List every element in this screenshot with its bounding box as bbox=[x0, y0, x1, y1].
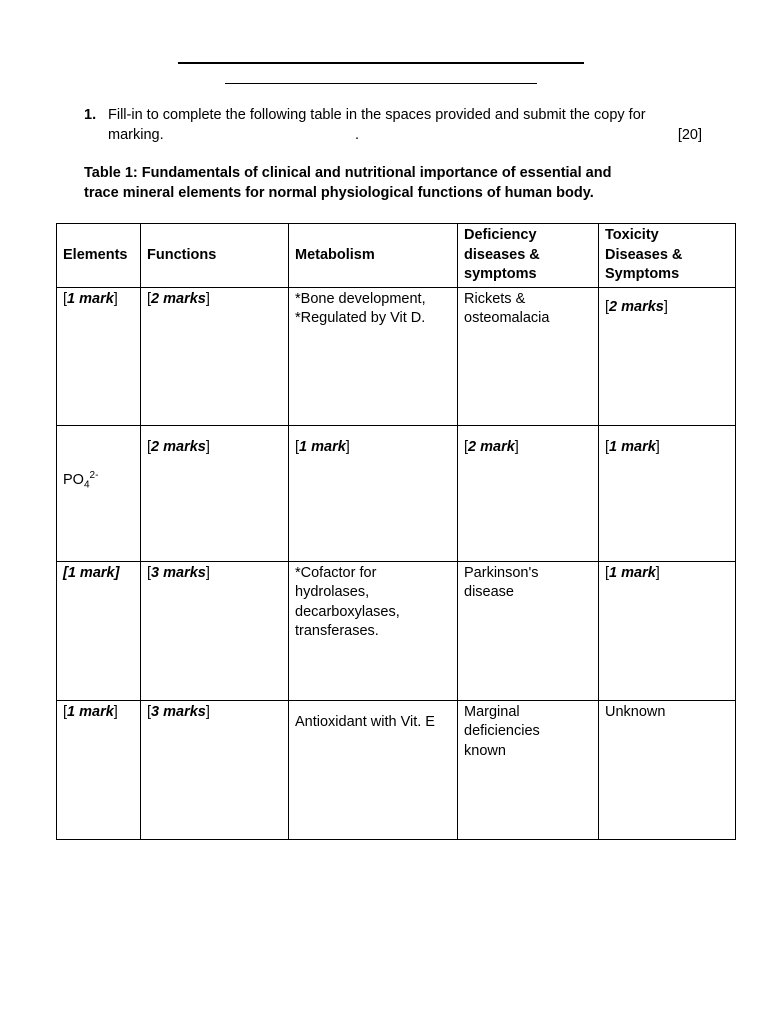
formula-subscript: 4 bbox=[83, 479, 90, 491]
cell-element: [1 mark] bbox=[57, 287, 141, 425]
question-dot: . bbox=[355, 127, 360, 143]
header-deficiency-line2: diseases & bbox=[464, 246, 540, 263]
minerals-table bbox=[56, 223, 736, 840]
header-toxicity-line1: Toxicity bbox=[605, 227, 659, 243]
element-formula bbox=[63, 466, 134, 495]
deficiency-line: deficiencies bbox=[464, 723, 540, 739]
cell-element bbox=[57, 561, 141, 700]
marks-label: 2 marks bbox=[609, 298, 664, 315]
answer-line-top bbox=[178, 62, 584, 64]
formula-superscript: 2- bbox=[89, 469, 99, 481]
table-caption bbox=[84, 163, 684, 203]
cell-deficiency: [2 mark] bbox=[458, 425, 599, 561]
cell-functions: [2 marks] bbox=[141, 287, 289, 425]
cell-deficiency bbox=[458, 287, 599, 425]
header-functions-label: Functions bbox=[147, 246, 217, 263]
question-text-line2: marking. bbox=[108, 127, 164, 143]
cell-toxicity: [1 mark] bbox=[599, 425, 736, 561]
table-caption-line1: Table 1: Fundamentals of clinical and nutritional importance of essential and bbox=[84, 165, 612, 181]
table-caption-line2: trace mineral elements for normal physiological functions of human body. bbox=[84, 185, 594, 201]
header-elements bbox=[57, 224, 141, 288]
table-row bbox=[57, 425, 736, 561]
metabolism-line: *Regulated by Vit D. bbox=[295, 310, 426, 326]
cell-functions: [3 marks] bbox=[141, 561, 289, 700]
marks-label: 1 mark bbox=[609, 564, 656, 581]
header-toxicity-line2: Diseases & bbox=[605, 246, 683, 263]
marks-label: 1 mark bbox=[299, 438, 346, 455]
question-text-line1: Fill-in to complete the following table in the spaces provided and submit the copy for bbox=[108, 107, 646, 123]
deficiency-line: known bbox=[464, 742, 506, 759]
metabolism-line: *Bone development, bbox=[295, 290, 426, 307]
deficiency-line: Rickets & bbox=[464, 290, 526, 307]
question-number: 1. bbox=[84, 107, 97, 123]
cell-deficiency bbox=[458, 561, 599, 700]
formula-base: PO bbox=[63, 471, 84, 488]
table-row bbox=[57, 700, 736, 839]
cell-toxicity: [1 mark] bbox=[599, 561, 736, 700]
cell-metabolism bbox=[289, 561, 458, 700]
cell-deficiency bbox=[458, 700, 599, 839]
question-total-marks: [20] bbox=[677, 127, 702, 143]
metabolism-line: Antioxidant with Vit. E bbox=[295, 713, 435, 730]
cell-metabolism bbox=[289, 700, 458, 839]
deficiency-line: disease bbox=[464, 584, 514, 600]
toxicity-text: Unknown bbox=[605, 703, 666, 720]
deficiency-line: osteomalacia bbox=[464, 310, 550, 326]
marks-label: 3 marks bbox=[151, 703, 206, 720]
header-functions bbox=[141, 224, 289, 288]
header-metabolism-label: Metabolism bbox=[295, 246, 375, 263]
cell-element: [1 mark] bbox=[57, 700, 141, 839]
cell-functions: [2 marks] bbox=[141, 425, 289, 561]
deficiency-line: Marginal bbox=[464, 703, 520, 720]
deficiency-line: Parkinson's bbox=[464, 564, 539, 581]
marks-label: 3 marks bbox=[151, 564, 206, 581]
header-elements-label: Elements bbox=[63, 246, 128, 263]
header-toxicity bbox=[599, 224, 736, 288]
metabolism-line: hydrolases, bbox=[295, 584, 370, 600]
table-row bbox=[57, 561, 736, 700]
header-metabolism bbox=[289, 224, 458, 288]
metabolism-line: *Cofactor for bbox=[295, 564, 377, 581]
cell-element bbox=[57, 425, 141, 561]
cell-toxicity bbox=[599, 700, 736, 839]
cell-metabolism: [1 mark] bbox=[289, 425, 458, 561]
marks-label: 1 mark bbox=[609, 438, 656, 455]
metabolism-line: decarboxylases, bbox=[295, 603, 400, 620]
table-row bbox=[57, 287, 736, 425]
header-deficiency bbox=[458, 224, 599, 288]
marks-label: 2 marks bbox=[151, 438, 206, 455]
metabolism-line: transferases. bbox=[295, 623, 379, 639]
header-toxicity-line3: Symptoms bbox=[605, 266, 680, 282]
marks-label: 2 mark bbox=[468, 438, 515, 455]
answer-line-bottom bbox=[225, 83, 537, 84]
marks-label: 2 marks bbox=[151, 290, 206, 307]
marks-label: 1 mark bbox=[67, 703, 114, 720]
cell-metabolism bbox=[289, 287, 458, 425]
header-deficiency-line1: Deficiency bbox=[464, 227, 537, 243]
marks-label: 1 mark bbox=[67, 290, 114, 307]
cell-toxicity: [2 marks] bbox=[599, 287, 736, 425]
cell-functions: [3 marks] bbox=[141, 700, 289, 839]
marks-label: [1 mark] bbox=[63, 564, 120, 581]
table-header-row bbox=[57, 224, 736, 288]
header-deficiency-line3: symptoms bbox=[464, 266, 537, 282]
